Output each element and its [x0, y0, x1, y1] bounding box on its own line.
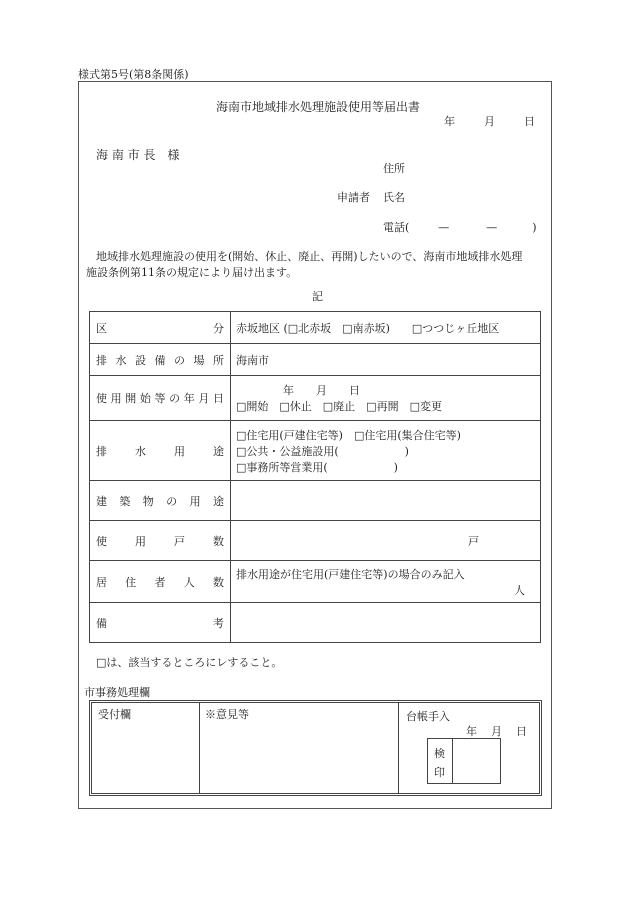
building-use-label: 建 築 物 の 用 途: [90, 481, 231, 521]
usage-row: [90, 421, 541, 481]
residents-unit: 人: [514, 583, 525, 597]
details-table: [89, 311, 541, 643]
location-row: [90, 344, 541, 376]
units-unit: 戸: [468, 534, 479, 548]
units-label: 使 用 戸 数: [90, 521, 231, 561]
district-value[interactable]: 赤坂地区 (□北赤坂 □南赤坂) □つつじヶ丘地区: [231, 312, 541, 344]
district-row: [90, 312, 541, 344]
name-label: 氏名: [383, 191, 405, 204]
office-col-divider-1: [199, 703, 200, 793]
form-title: 海南市地域排水処理施設使用等届出書: [216, 100, 421, 114]
usage-label: 排 水 用 途: [90, 421, 231, 481]
remarks-row: [90, 603, 541, 643]
date-day-label: 日: [524, 115, 535, 128]
form-number: 様式第5号(第8条関係): [78, 68, 189, 81]
start-date-label: 使 用 開 始 等 の 年 月 日: [90, 376, 231, 421]
phone-separator-2: —: [486, 221, 498, 234]
stamp-divider: [452, 739, 453, 783]
office-col-divider-2: [398, 703, 399, 793]
stamp-label-2: 印: [434, 766, 445, 779]
start-date-options[interactable]: □開始 □休止 □廃止 □再開 □変更: [236, 400, 442, 413]
office-use-box: [89, 700, 542, 796]
opinion-label: ※意見等: [205, 708, 249, 721]
location-label: 排 水 設 備 の 場 所: [90, 344, 231, 376]
phone-close: ): [532, 221, 537, 234]
ki-heading: 記: [312, 290, 323, 303]
units-row: [90, 521, 541, 561]
units-value[interactable]: [231, 521, 541, 561]
inspection-stamp-box[interactable]: [427, 738, 501, 784]
date-month-label: 月: [484, 115, 495, 128]
location-value[interactable]: 海南市: [231, 344, 541, 376]
body-text-line-2: 施設条例第11条の規定により届け出ます。: [86, 266, 298, 279]
usage-line-1[interactable]: □住宅用(戸建住宅等) □住宅用(集合住宅等): [236, 428, 461, 442]
body-text-line-1: 地域排水処理施設の使用を(開始、休止、廃止、再開)したいので、海南市地域排水処理: [96, 250, 523, 263]
date-year-label: 年: [444, 115, 455, 128]
usage-line-3[interactable]: □事務所等営業用( ): [236, 460, 398, 474]
office-section-title: 市事務処理欄: [84, 686, 150, 699]
phone-separator-1: —: [438, 221, 450, 234]
remarks-label: 備 考: [90, 603, 231, 643]
residents-value[interactable]: [231, 561, 541, 603]
start-date-value[interactable]: [231, 376, 541, 421]
start-date-row: [90, 376, 541, 421]
phone-field: [383, 219, 537, 235]
residents-label: 居 住 者 人 数: [90, 561, 231, 603]
remarks-value[interactable]: [231, 603, 541, 643]
ledger-date: 年 月 日: [466, 725, 527, 738]
check-note: □は、該当するところにレすること。: [96, 656, 283, 669]
district-label: 区 分: [90, 312, 231, 344]
building-use-value[interactable]: [231, 481, 541, 521]
addressee: 海 南 市 長 様: [96, 148, 180, 162]
ledger-label: 台帳手入: [406, 710, 450, 723]
building-use-row: [90, 481, 541, 521]
stamp-label-1: 検: [434, 747, 445, 760]
start-date-date: 年 月 日: [283, 384, 360, 397]
phone-label: 電話(: [383, 221, 410, 234]
residents-row: [90, 561, 541, 603]
applicant-role-label: 申請者: [337, 191, 370, 204]
address-label: 住所: [383, 162, 405, 175]
submission-date: [444, 113, 535, 129]
usage-value[interactable]: [231, 421, 541, 481]
received-label: 受付欄: [98, 708, 131, 721]
residents-note: 排水用途が住宅用(戸建住宅等)の場合のみ記入: [236, 567, 465, 581]
usage-line-2[interactable]: □公共・公益施設用( ): [236, 444, 409, 458]
